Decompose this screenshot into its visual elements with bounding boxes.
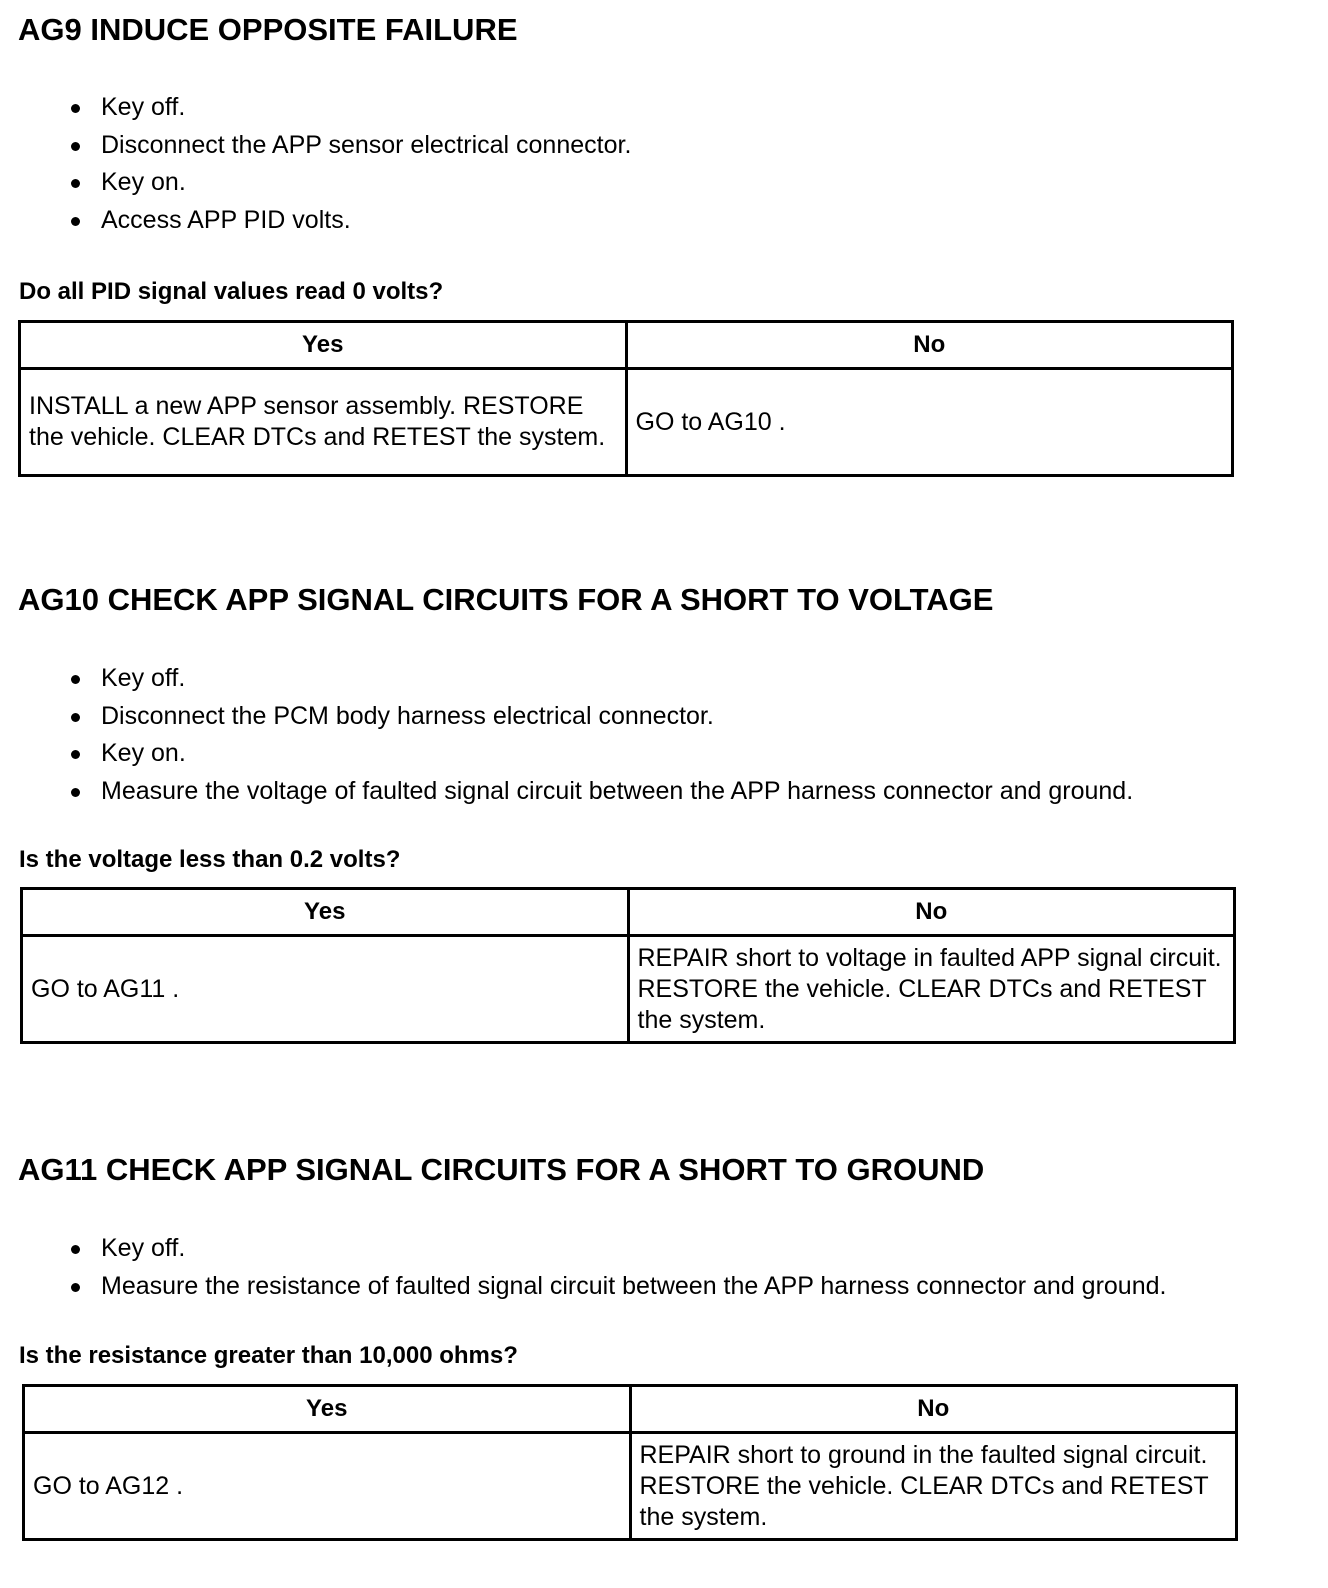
step-item: Key off. xyxy=(0,1233,1166,1271)
section-title: AG11 CHECK APP SIGNAL CIRCUITS FOR A SHORT TO GROUND xyxy=(18,1152,985,1187)
decision-table xyxy=(20,887,1236,1044)
yes-header: Yes xyxy=(22,889,629,936)
step-list xyxy=(0,1233,1166,1308)
no-action: REPAIR short to ground in the faulted signal circuit. RESTORE the vehicle. CLEAR DTCs and RETEST the system. xyxy=(630,1433,1237,1540)
yes-action: GO to AG12 . xyxy=(24,1433,631,1540)
step-item: Measure the resistance of faulted signal circuit between the APP harness connector and ground. xyxy=(0,1271,1166,1309)
no-action: REPAIR short to voltage in faulted APP signal circuit. RESTORE the vehicle. CLEAR DTCs and RETEST the system. xyxy=(628,936,1235,1043)
step-item: Key on. xyxy=(0,738,1133,776)
no-header: No xyxy=(628,889,1235,936)
step-item: Access APP PID volts. xyxy=(0,205,631,243)
section-title: AG10 CHECK APP SIGNAL CIRCUITS FOR A SHORT TO VOLTAGE xyxy=(18,582,994,617)
step-item: Key off. xyxy=(0,92,631,130)
step-list xyxy=(0,92,631,242)
step-item: Measure the voltage of faulted signal circuit between the APP harness connector and ground. xyxy=(0,776,1133,814)
yes-header: Yes xyxy=(24,1386,631,1433)
step-item: Key off. xyxy=(0,663,1133,701)
no-action: GO to AG10 . xyxy=(626,369,1233,476)
step-list xyxy=(0,663,1133,813)
no-header: No xyxy=(626,322,1233,369)
question: Is the resistance greater than 10,000 ohms? xyxy=(19,1342,518,1369)
yes-header: Yes xyxy=(20,322,627,369)
step-item: Disconnect the PCM body harness electrical connector. xyxy=(0,701,1133,739)
yes-action: INSTALL a new APP sensor assembly. RESTORE the vehicle. CLEAR DTCs and RETEST the system. xyxy=(20,369,627,476)
step-item: Disconnect the APP sensor electrical connector. xyxy=(0,130,631,168)
question: Do all PID signal values read 0 volts? xyxy=(19,278,444,305)
yes-action: GO to AG11 . xyxy=(22,936,629,1043)
section-title: AG9 INDUCE OPPOSITE FAILURE xyxy=(18,12,518,47)
decision-table xyxy=(22,1384,1238,1541)
step-item: Key on. xyxy=(0,167,631,205)
question: Is the voltage less than 0.2 volts? xyxy=(19,846,401,873)
decision-table xyxy=(18,320,1234,477)
no-header: No xyxy=(630,1386,1237,1433)
